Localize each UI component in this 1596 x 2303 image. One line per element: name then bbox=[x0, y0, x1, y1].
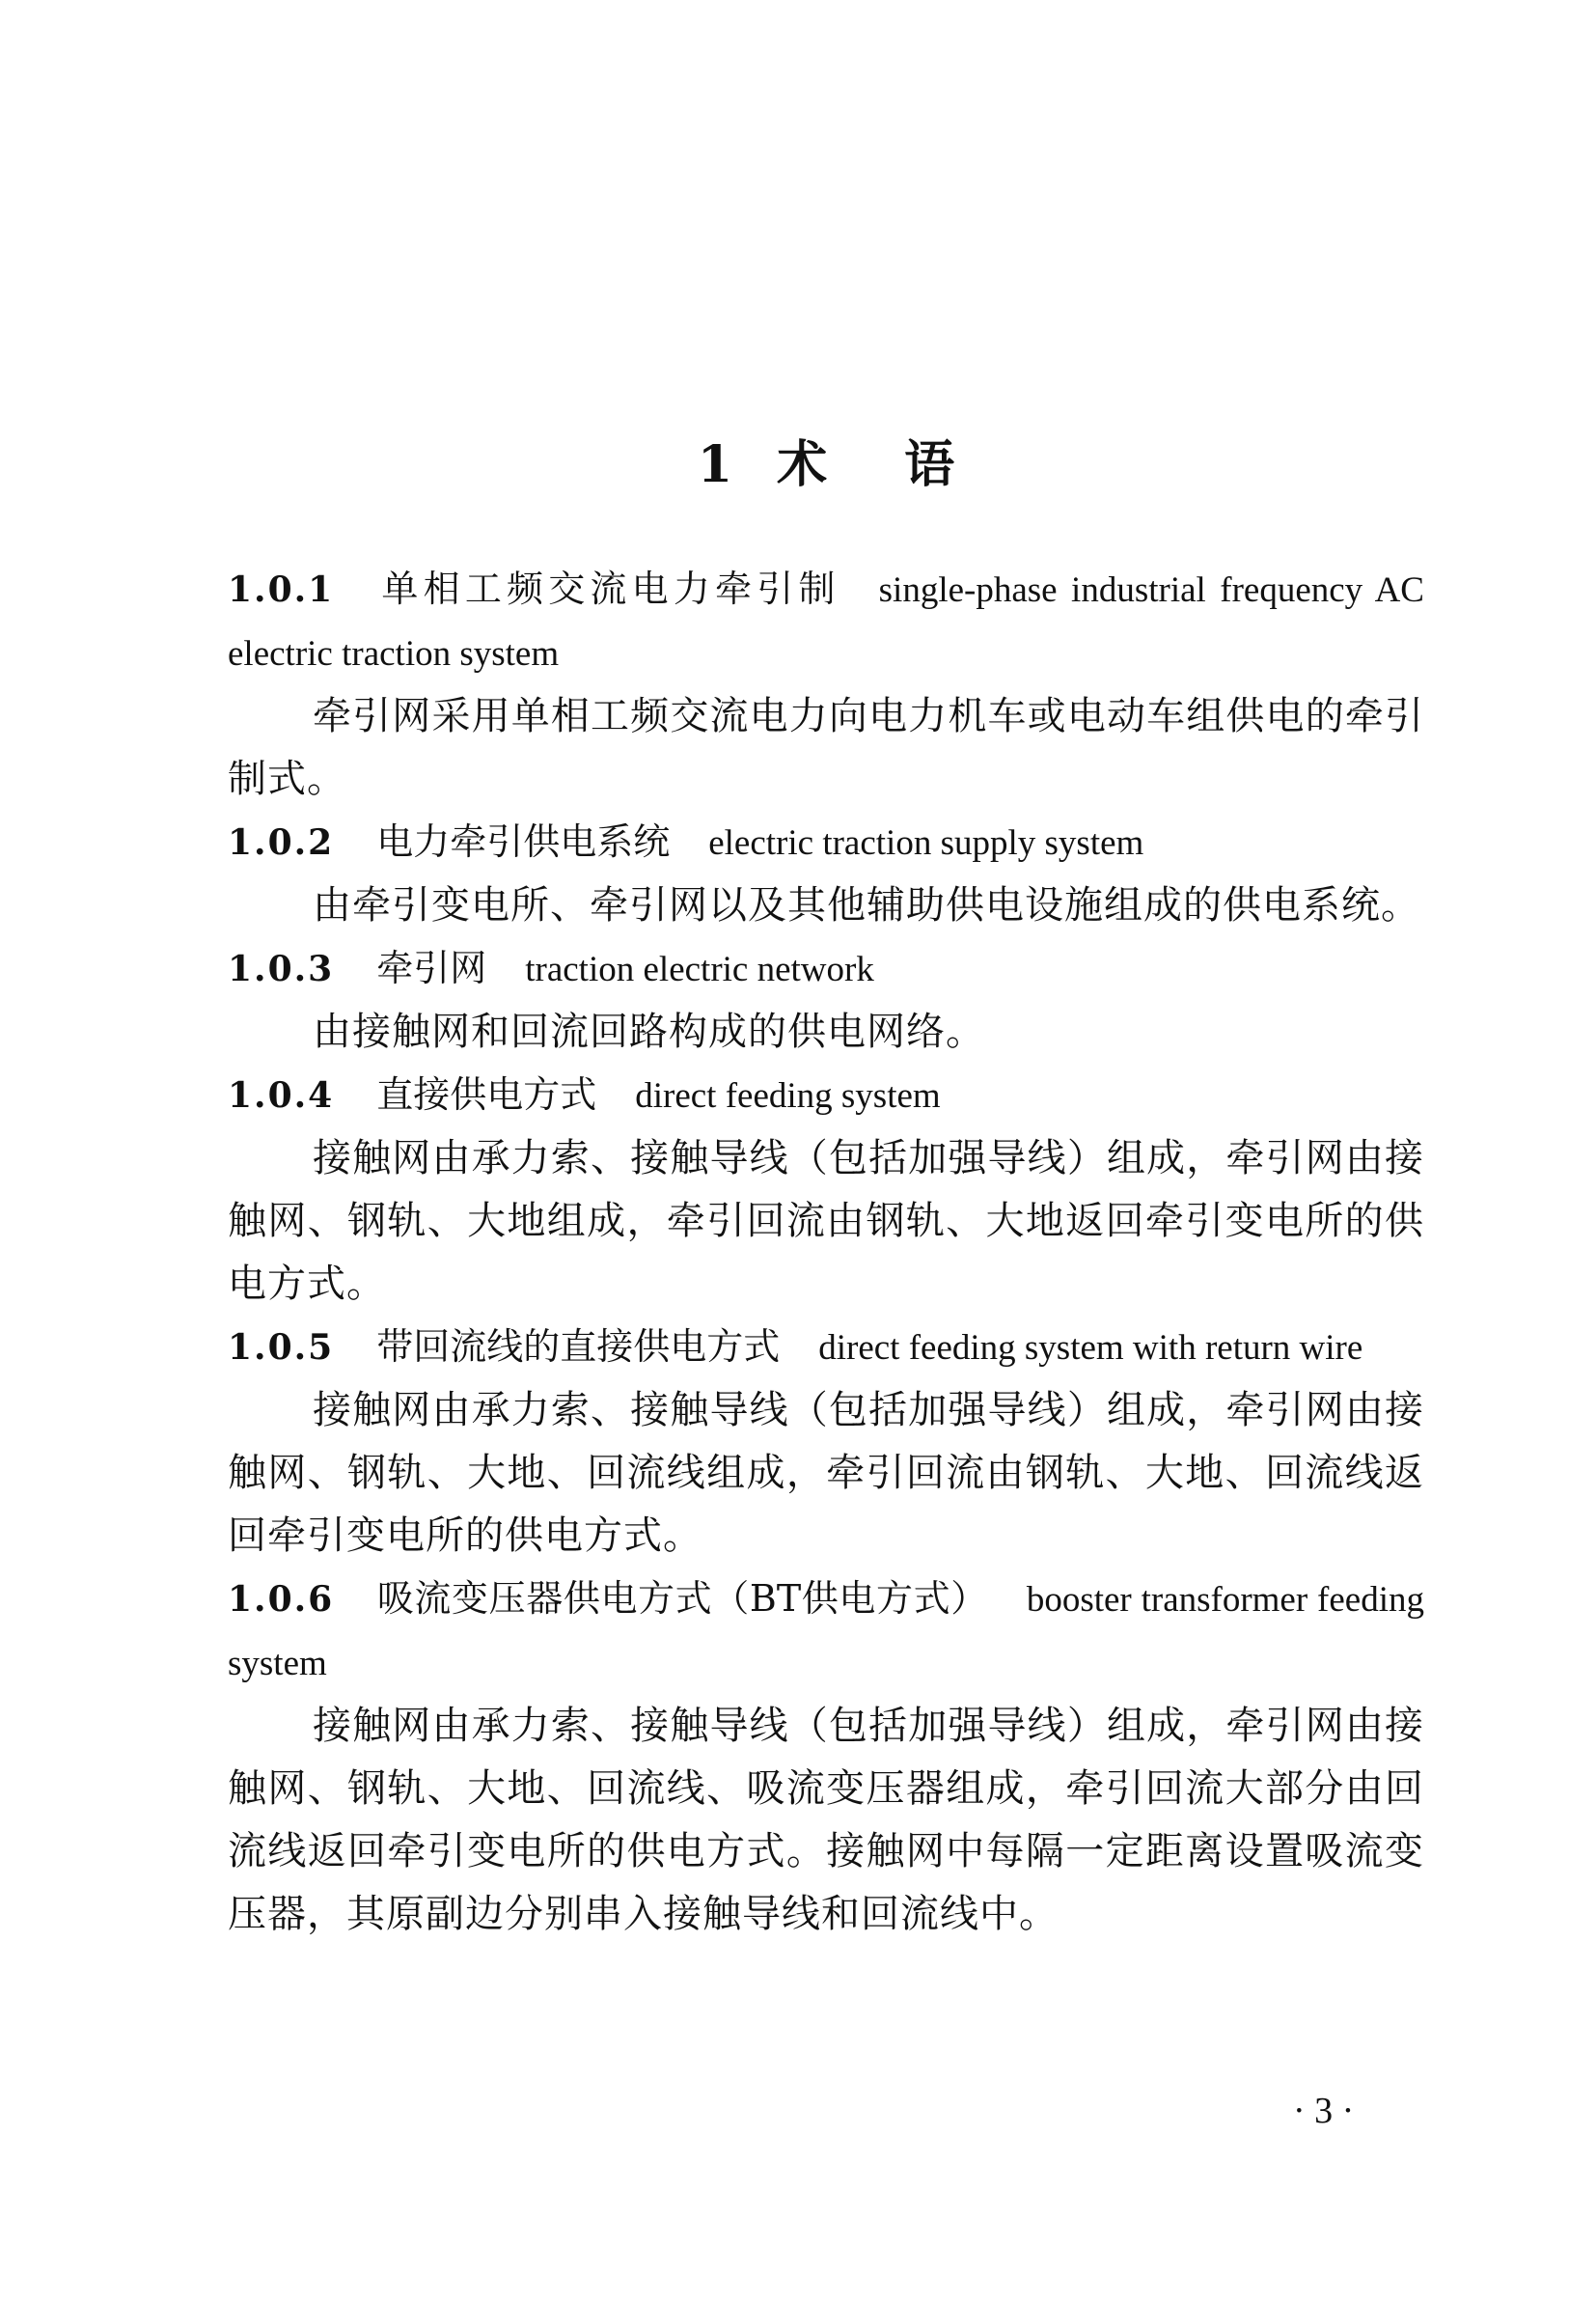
term-number: 1.0.3 bbox=[228, 949, 335, 989]
term-heading bbox=[228, 937, 1424, 1001]
term-definition: 牵引网采用单相工频交流电力向电力机车或电动车组供电的牵引制式。 bbox=[228, 694, 1424, 801]
chapter-title-part1: 术 bbox=[777, 435, 828, 494]
term-heading bbox=[228, 811, 1424, 874]
term-heading bbox=[228, 558, 1424, 685]
term-chinese-name: 直接供电方式 bbox=[376, 1073, 597, 1116]
term-number: 1.0.2 bbox=[228, 822, 335, 863]
term-heading bbox=[228, 1568, 1424, 1695]
term-definition: 接触网由承力索、接触导线（包括加强导线）组成，牵引网由接触网、钢轨、大地、回流线组成，牵引回流由钢轨、大地、回流线返回牵引变电所的供电方式。 bbox=[228, 1388, 1424, 1558]
page-number: · 3 · bbox=[1293, 2091, 1355, 2131]
chapter-title-part2: 语 bbox=[904, 435, 955, 494]
term-entry bbox=[228, 937, 1424, 1064]
term-entry bbox=[228, 1568, 1424, 1946]
terms-list bbox=[228, 558, 1424, 1946]
term-heading bbox=[228, 1316, 1424, 1379]
term-english-name: traction electric network bbox=[525, 950, 874, 989]
term-english-name: electric traction supply system bbox=[708, 823, 1144, 863]
term-chinese-name: 电力牵引供电系统 bbox=[376, 820, 671, 863]
term-definition: 接触网由承力索、接触导线（包括加强导线）组成，牵引网由接触网、钢轨、大地、回流线、吸流变压器组成，牵引回流大部分由回流线返回牵引变电所的供电方式。接触网中每隔一定距离设置吸流变压器，其原副边分别串入接触导线和回流线中。 bbox=[228, 1704, 1424, 1936]
term-definition: 由接触网和回流回路构成的供电网络。 bbox=[313, 1010, 985, 1054]
term-heading bbox=[228, 1064, 1424, 1127]
term-english-name: booster transformer feeding system bbox=[228, 1580, 1424, 1683]
term-number: 1.0.5 bbox=[228, 1327, 335, 1368]
term-english-name: direct feeding system with return wire bbox=[818, 1328, 1363, 1368]
term-number: 1.0.1 bbox=[228, 569, 335, 610]
term-english-name: single-phase industrial frequency AC electric traction system bbox=[228, 570, 1424, 674]
term-entry bbox=[228, 811, 1424, 937]
term-chinese-name: 牵引网 bbox=[376, 947, 487, 989]
term-english-name: direct feeding system bbox=[635, 1076, 941, 1116]
term-chinese-name: 单相工频交流电力牵引制 bbox=[376, 568, 840, 610]
term-definition: 接触网由承力索、接触导线（包括加强导线）组成，牵引网由接触网、钢轨、大地组成，牵引回流由钢轨、大地返回牵引变电所的供电方式。 bbox=[228, 1136, 1424, 1306]
term-entry bbox=[228, 1316, 1424, 1568]
term-chinese-name: 吸流变压器供电方式（BT供电方式） bbox=[376, 1577, 988, 1620]
term-number: 1.0.4 bbox=[228, 1075, 335, 1116]
chapter-title bbox=[228, 431, 1424, 499]
term-entry bbox=[228, 1064, 1424, 1316]
term-number: 1.0.6 bbox=[228, 1579, 335, 1620]
chapter-number: 1 bbox=[697, 435, 733, 494]
term-definition: 由牵引变电所、牵引网以及其他辅助供电设施组成的供电系统。 bbox=[313, 883, 1420, 928]
term-entry bbox=[228, 558, 1424, 811]
term-chinese-name: 带回流线的直接供电方式 bbox=[376, 1325, 781, 1368]
